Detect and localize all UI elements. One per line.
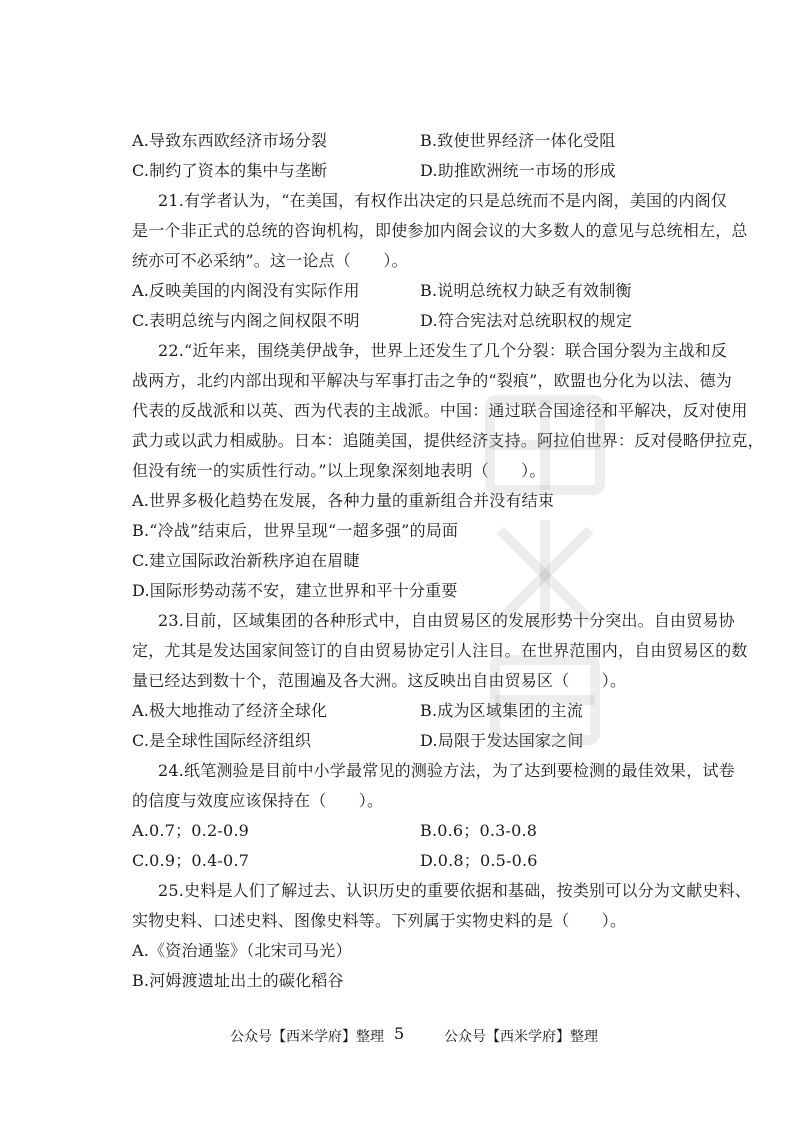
- q23-stem-line-1: 23.目前，区域集团的各种形式中，自由贸易区的发展形势十分突出。自由贸易协: [158, 611, 735, 630]
- q23-option-d: D.局限于发达国家之间: [420, 731, 584, 750]
- q23-option-c: C.是全球性国际经济组织: [132, 731, 312, 750]
- q21-option-d: D.符合宪法对总统职权的规定: [420, 311, 633, 330]
- q25-stem-line-2: 实物史料、口述史料、图像史料等。下列属于实物史料的是（ ）。: [132, 911, 627, 930]
- q21-stem-line-3: 统亦可不必采纳”。这一论点（ ）。: [132, 251, 408, 270]
- q20-option-b: B.致使世界经济一体化受阻: [420, 131, 616, 150]
- q25-stem-line-1: 25.史料是人们了解过去、认识历史的重要依据和基础，按类别可以分为文献史料、: [158, 881, 752, 900]
- q22-option-a: A.世界多极化趋势在发展，各种力量的重新组合并没有结束: [132, 491, 555, 510]
- q22-option-c: C.建立国际政治新秩序迫在眉睫: [132, 551, 360, 570]
- q23-option-a: A.极大地推动了经济全球化: [132, 701, 328, 720]
- page-footer: [0, 1024, 800, 1048]
- q20-option-d: D.助推欧洲统一市场的形成: [420, 161, 616, 180]
- watermark-graphic: [470, 380, 620, 760]
- q21-stem-line-1: 21.有学者认为，“在美国，有权作出决定的只是总统而不是内阁，美国的内阁仅: [158, 191, 728, 210]
- q24-option-a: A.0.7；0.2-0.9: [132, 821, 249, 840]
- q22-stem-line-1: 22.“近年来，围绕美伊战争，世界上还发生了几个分裂：联合国分裂为主战和反: [158, 341, 728, 360]
- page-number: 5: [394, 1024, 405, 1043]
- q24-stem-line-2: 的信度与效度应该保持在（ ）。: [132, 791, 384, 810]
- footer-source-right: 公众号【西米学府】整理: [444, 1029, 598, 1045]
- q22-stem-line-2: 战两方，北约内部出现和平解决与军事打击之争的“裂痕”，欧盟也分化为以法、德为: [132, 371, 732, 390]
- q23-stem-line-3: 量已经达到数十个，范围遍及各大洲。这反映出自由贸易区（ ）。: [132, 671, 627, 690]
- q22-stem-line-3: 代表的反战派和以英、西为代表的主战派。中国：通过联合国途径和平解决，反对使用: [132, 401, 748, 420]
- q21-option-b: B.说明总统权力缺乏有效制衡: [420, 281, 632, 300]
- q21-option-c: C.表明总统与内阁之间权限不明: [132, 311, 360, 330]
- q24-option-c: C.0.9；0.4-0.7: [132, 851, 250, 870]
- q22-stem-line-4: 武力或以武力相威胁。日本：追随美国，提供经济支持。阿拉伯世界：反对侵略伊拉克，: [132, 431, 764, 450]
- q24-option-b: B.0.6；0.3-0.8: [420, 821, 538, 840]
- q22-option-b: B.“冷战”结束后，世界呈现“一超多强”的局面: [132, 521, 459, 540]
- q21-stem-line-2: 是一个非正式的总统的咨询机构，即使参加内阁会议的大多数人的意见与总统相左，总: [132, 221, 748, 240]
- footer-source-left: 公众号【西米学府】整理: [230, 1029, 384, 1045]
- q25-option-b: B.河姆渡遗址出土的碳化稻谷: [132, 971, 344, 990]
- q21-option-a: A.反映美国的内阁没有实际作用: [132, 281, 360, 300]
- q22-stem-line-5: 但没有统一的实质性行动。”以上现象深刻地表明（ ）。: [132, 461, 546, 480]
- q25-option-a: A.《资治通鉴》（北宋司马光）: [132, 941, 352, 960]
- q20-option-c: C.制约了资本的集中与垄断: [132, 161, 328, 180]
- q23-option-b: B.成为区域集团的主流: [420, 701, 584, 720]
- q24-stem-line-1: 24.纸笔测验是目前中小学最常见的测验方法，为了达到要检测的最佳效果，试卷: [158, 761, 735, 780]
- q22-option-d: D.国际形势动荡不安，建立世界和平十分重要: [132, 581, 458, 600]
- q24-option-d: D.0.8；0.5-0.6: [420, 851, 538, 870]
- q23-stem-line-2: 定，尤其是发达国家间签订的自由贸易协定引人注目。在世界范围内，自由贸易区的数: [132, 641, 748, 660]
- q20-option-a: A.导致东西欧经济市场分裂: [132, 131, 328, 150]
